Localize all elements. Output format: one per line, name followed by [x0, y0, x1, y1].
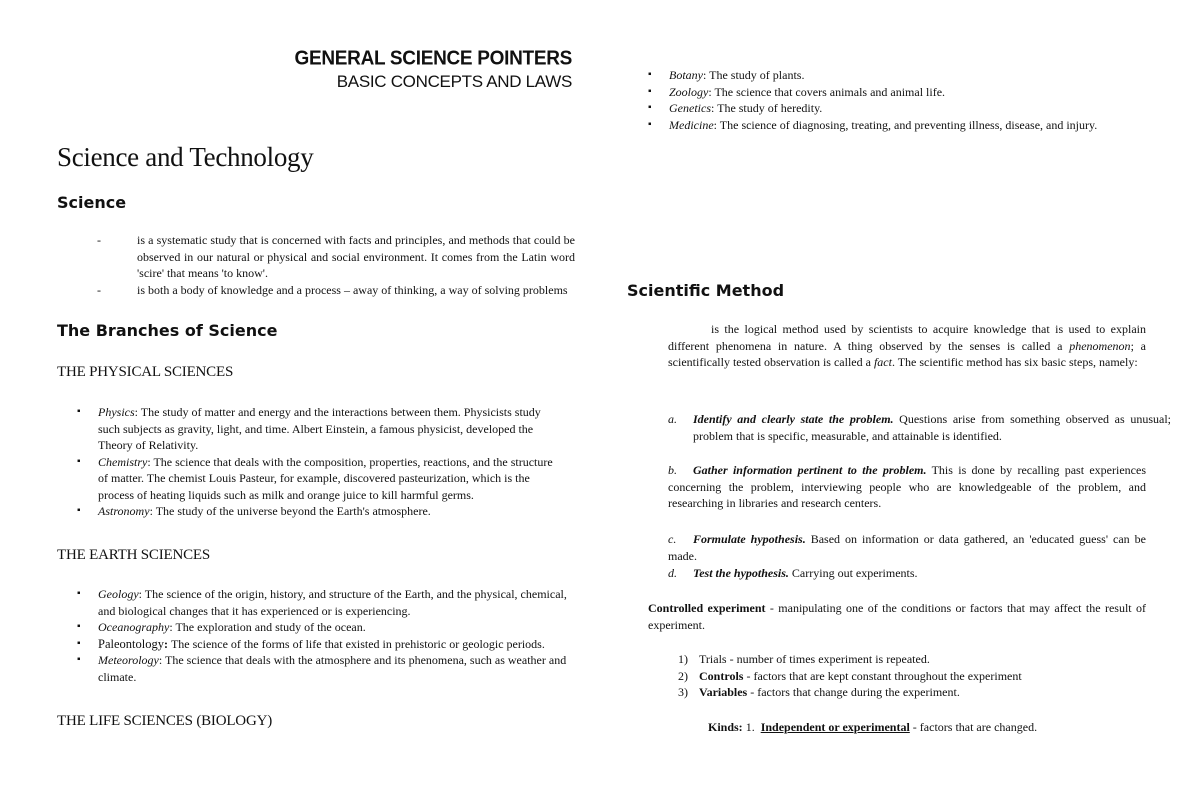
science-definition-list — [97, 232, 575, 298]
separator: : — [134, 405, 141, 419]
term: Controls — [699, 668, 744, 683]
definition-text: is a systematic study that is concerned with facts and principles, and methods that could be observed in our natural or physical and social environment. It comes from the Latin word 'scire' that means 'to know'. — [137, 233, 575, 280]
term: Medicine — [669, 117, 714, 132]
bullet-icon: ▪ — [77, 637, 81, 649]
bullet-icon: ▪ — [648, 118, 652, 130]
definition-text: is both a body of knowledge and a process – away of thinking, a way of solving problems — [137, 282, 568, 297]
step-text: This is done by recalling past experiences concerning the problem, interviewing people who are knowledgeable of the problem, and researching in libraries and research centers. — [668, 463, 1146, 510]
list-item — [77, 503, 557, 520]
bullet-icon: ▪ — [77, 588, 81, 599]
separator: : — [158, 653, 165, 667]
experiment-components-list — [678, 651, 1138, 701]
life-sciences-heading: THE LIFE SCIENCES (BIOLOGY) — [57, 713, 273, 729]
list-item — [648, 84, 1168, 101]
list-item — [648, 67, 1168, 84]
list-item — [77, 586, 572, 619]
term: Variables — [699, 685, 748, 699]
description: The science of the forms of life that existed in prehistoric or geologic periods. — [170, 636, 545, 651]
list-item — [77, 404, 557, 454]
bullet-icon: ▪ — [648, 102, 652, 113]
step-text: Questions arise from something observed as unusual; problem that is specific, measurable, and attainable is identified. — [693, 412, 1171, 443]
list-item — [77, 636, 572, 653]
scientific-method-intro — [668, 321, 1146, 371]
step-text: Based on information or data gathered, an 'educated guess' can be made. — [668, 532, 1146, 563]
earth-sciences-heading: THE EARTH SCIENCES — [57, 547, 210, 563]
fact-term: fact — [873, 355, 892, 369]
separator: : — [147, 454, 154, 469]
list-item — [678, 668, 1138, 685]
list-item — [77, 619, 572, 636]
controlled-text: - manipulating one of the conditions or factors that may affect the result of experiment. — [648, 601, 1146, 632]
description: - factors that change during the experiment. — [747, 685, 960, 699]
description: - number of times experiment is repeated. — [726, 652, 930, 666]
separator: : — [710, 101, 718, 115]
description: The study of plants. — [709, 68, 805, 82]
term: Astronomy — [98, 504, 150, 518]
description: The science that deals with the atmosphere and its phenomena, such as weather and climate. — [98, 653, 567, 684]
step-letter: c. — [668, 532, 677, 546]
intro-text: . The scientific method has six basic steps, namely: — [891, 355, 1138, 369]
description: The science that deals with the composition, properties, reactions, and the structure of matter. The chemist Louis Pasteur, for example, discovered pasteurization, which is the process of heating liquids such as milk and orange juice to kill harmful germs. — [98, 454, 553, 502]
term: Physics — [98, 405, 135, 419]
earth-sciences-list — [77, 586, 572, 685]
bullet-icon: ▪ — [77, 621, 81, 632]
science-heading: Science — [57, 193, 127, 212]
intro-text: ; a scientifically tested observation is called a — [668, 338, 1146, 369]
controlled-term: Controlled experiment — [648, 601, 766, 615]
bullet-icon: ▪ — [77, 406, 81, 417]
list-item — [648, 100, 1168, 117]
step-b — [668, 462, 1146, 512]
kinds-text: - factors that are changed. — [909, 720, 1038, 734]
kinds-term: Independent or experimental — [760, 720, 910, 734]
description: - factors that are kept constant throughout the experiment — [743, 668, 1022, 683]
bullet-icon: ▪ — [648, 85, 652, 97]
dash-marker: - — [97, 282, 101, 297]
separator: : — [169, 620, 176, 634]
step-letter: b. — [668, 463, 677, 477]
kinds-number: 1. — [745, 720, 755, 734]
step-heading: Test the hypothesis. — [693, 566, 789, 580]
term: Zoology — [669, 84, 709, 99]
main-title: Science and Technology — [57, 142, 314, 172]
separator: : — [163, 636, 171, 651]
description: The science of the origin, history, and structure of the Earth, and the physical, chemical, and biological changes that it has experienced or is experiencing. — [98, 587, 567, 618]
physical-sciences-heading: THE PHYSICAL SCIENCES — [57, 364, 234, 380]
item-number: 2) — [678, 668, 688, 683]
list-item — [77, 652, 572, 685]
step-letter: a. — [668, 412, 677, 426]
step-heading: Identify and clearly state the problem. — [693, 412, 894, 426]
description: The science of diagnosing, treating, and preventing illness, disease, and injury. — [719, 117, 1098, 132]
term: Botany — [669, 68, 703, 82]
phenomenon-term: phenomenon — [1069, 338, 1131, 353]
list-item — [97, 282, 575, 299]
separator: : — [708, 84, 715, 99]
dash-marker: - — [97, 233, 101, 247]
step-letter: d. — [668, 566, 677, 580]
bullet-icon: ▪ — [648, 69, 652, 80]
list-item — [678, 651, 1138, 668]
step-d — [668, 565, 1146, 582]
term: Paleontology — [98, 636, 164, 651]
description: The study of matter and energy and the interactions between them. Physicists study such subjects as gravity, light, and time. Albert Einstein, a famous physicist, developed the Theory of Relativity. — [98, 405, 541, 452]
step-a — [668, 411, 1171, 444]
scientific-method-heading: Scientific Method — [627, 281, 785, 300]
description: The science that covers animals and animal life. — [714, 84, 946, 99]
list-item — [97, 232, 575, 282]
separator: : — [713, 117, 720, 132]
physical-sciences-list — [77, 404, 557, 520]
term: Genetics — [669, 101, 711, 115]
document-title: GENERAL SCIENCE POINTERS — [294, 47, 572, 70]
list-item — [77, 454, 557, 504]
description: The study of heredity. — [717, 101, 823, 115]
kinds-label: Kinds: — [708, 720, 743, 734]
separator: : — [703, 68, 710, 82]
intro-text: is the logical method used by scientists to acquire knowledge that is used to explain different phenomena in nature. A thing observed by the senses is called a — [668, 322, 1146, 353]
step-text: Carrying out experiments. — [788, 566, 918, 580]
list-item — [678, 684, 1138, 701]
bullet-icon: ▪ — [77, 455, 81, 467]
step-heading: Formulate hypothesis. — [693, 532, 806, 546]
item-number: 3) — [678, 685, 688, 699]
bullet-icon: ▪ — [77, 654, 81, 665]
life-sciences-list — [648, 67, 1168, 133]
list-item — [648, 117, 1168, 134]
branches-heading: The Branches of Science — [57, 321, 278, 340]
term: Meteorology — [98, 653, 159, 667]
step-c — [668, 531, 1146, 564]
description: The exploration and study of the ocean. — [175, 620, 366, 634]
description: The study of the universe beyond the Earth's atmosphere. — [155, 504, 431, 518]
item-number: 1) — [678, 652, 688, 666]
term: Geology — [98, 587, 139, 601]
separator: : — [138, 587, 145, 601]
separator: : — [149, 504, 156, 518]
term: Trials — [699, 652, 727, 666]
term: Oceanography — [98, 620, 170, 634]
kinds-of-variables — [708, 719, 1148, 736]
controlled-experiment — [648, 600, 1146, 633]
document-subtitle: BASIC CONCEPTS AND LAWS — [336, 72, 572, 91]
term: Chemistry — [98, 454, 148, 469]
right-page — [600, 0, 1200, 785]
bullet-icon: ▪ — [77, 505, 81, 516]
step-heading: Gather information pertinent to the problem. — [693, 463, 927, 477]
